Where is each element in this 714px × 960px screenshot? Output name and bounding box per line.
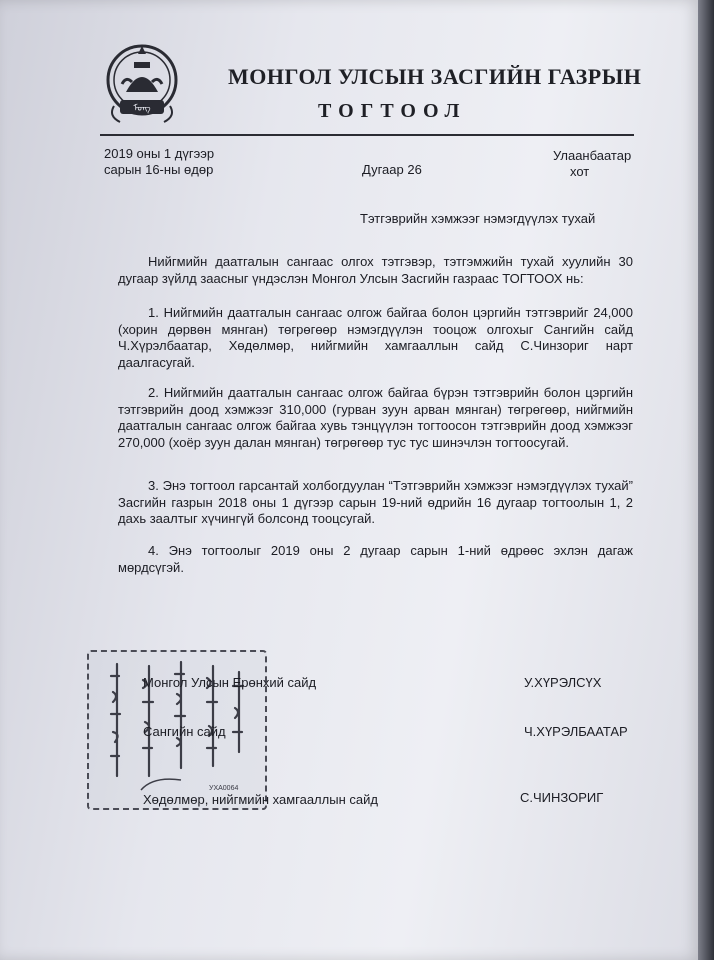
state-emblem-icon (104, 40, 180, 132)
stamp-code: УХА0064 (209, 785, 239, 792)
signatory-name-1: У.ХҮРЭЛСҮХ (524, 675, 602, 690)
paragraph-1: 1. Нийгмийн даатгалын сангаас олгож байгаа болон цэргийн тэтгэврийг 24,000 (хорин дөрвөн мянган) төгрөгөөр нэмэгдүүлэн тооцож олгохыг Сангийн сайд Ч.Хүрэлбаатар, Хөдөлмөр, нийгмийн хамгааллын сайд С.Чинзориг нарт даалгасугай. (118, 305, 633, 370)
paragraph-2: 2. Нийгмийн даатгалын сангаас олгож байгаа бүрэн тэтгэврийн болон цэргийн тэтгэврийн доод хэмжээг 310,000 (гурван зуун арван мянган) төгрөгөөр, нийгмийн даатгалын сангаас олгож байгаа хувь тэнцүүлэн тогтоосон тэтгэврийн доод хэмжээг 270,000 (хоёр зуун далан мянган) төгрөгөөр тус тус шинэчлэн тогтоосугай. (118, 385, 633, 450)
signatory-title-2: Сангийн сайд (143, 724, 226, 739)
paragraph-4: 4. Энэ тогтоолыг 2019 оны 2 дугаар сарын 1-ний өдрөөс эхлэн дагаж мөрдсүгэй. (118, 543, 633, 575)
header-divider (100, 134, 634, 136)
document-header-title: МОНГОЛ УЛСЫН ЗАСГИЙН ГАЗРЫН (228, 64, 642, 89)
paragraph-3: 3. Энэ тогтоол гарсантай холбогдуулан “Тэтгэврийн хэмжээг нэмэгдүүлэх тухай” Засгийн газрын 2018 оны 1 дүгээр сарын 19-ний өдрийн 16 дугаар тогтоолын 1, 2 дахь заалтыг хүчингүй болсонд тооцсугай. (118, 478, 633, 526)
preamble: Нийгмийн даатгалын сангаас олгох тэтгэвэр, тэтгэмжийн тухай хуулийн 30 дугаар зүйлд заасныг үндэслэн Монгол Улсын Засгийн газраас ТОГТООХ нь: (118, 254, 633, 286)
resolution-subject: Тэтгэврийн хэмжээг нэмэгдүүлэх тухай (360, 211, 596, 226)
date-line-2: сарын 16-ны өдөр (104, 162, 214, 177)
date-line-1: 2019 оны 1 дүгээр (104, 146, 215, 161)
page-edge-shadow (698, 0, 714, 960)
place-line-2: хот (570, 164, 590, 179)
signatory-name-2: Ч.ХҮРЭЛБААТАР (524, 724, 628, 739)
resolution-number: Дугаар 26 (362, 162, 422, 177)
place-line-1: Улаанбаатар (553, 148, 632, 163)
signatory-title-1: Монгол Улсын Ерөнхий сайд (143, 675, 317, 690)
signatory-title-3: Хөдөлмөр, нийгмийн хамгааллын сайд (143, 792, 378, 807)
signatory-name-3: С.ЧИНЗОРИГ (520, 790, 604, 805)
svg-text:ᠮᠣᠩ: ᠮᠣᠩ (133, 103, 151, 113)
document-header-subtitle: ТОГТООЛ (318, 100, 467, 122)
